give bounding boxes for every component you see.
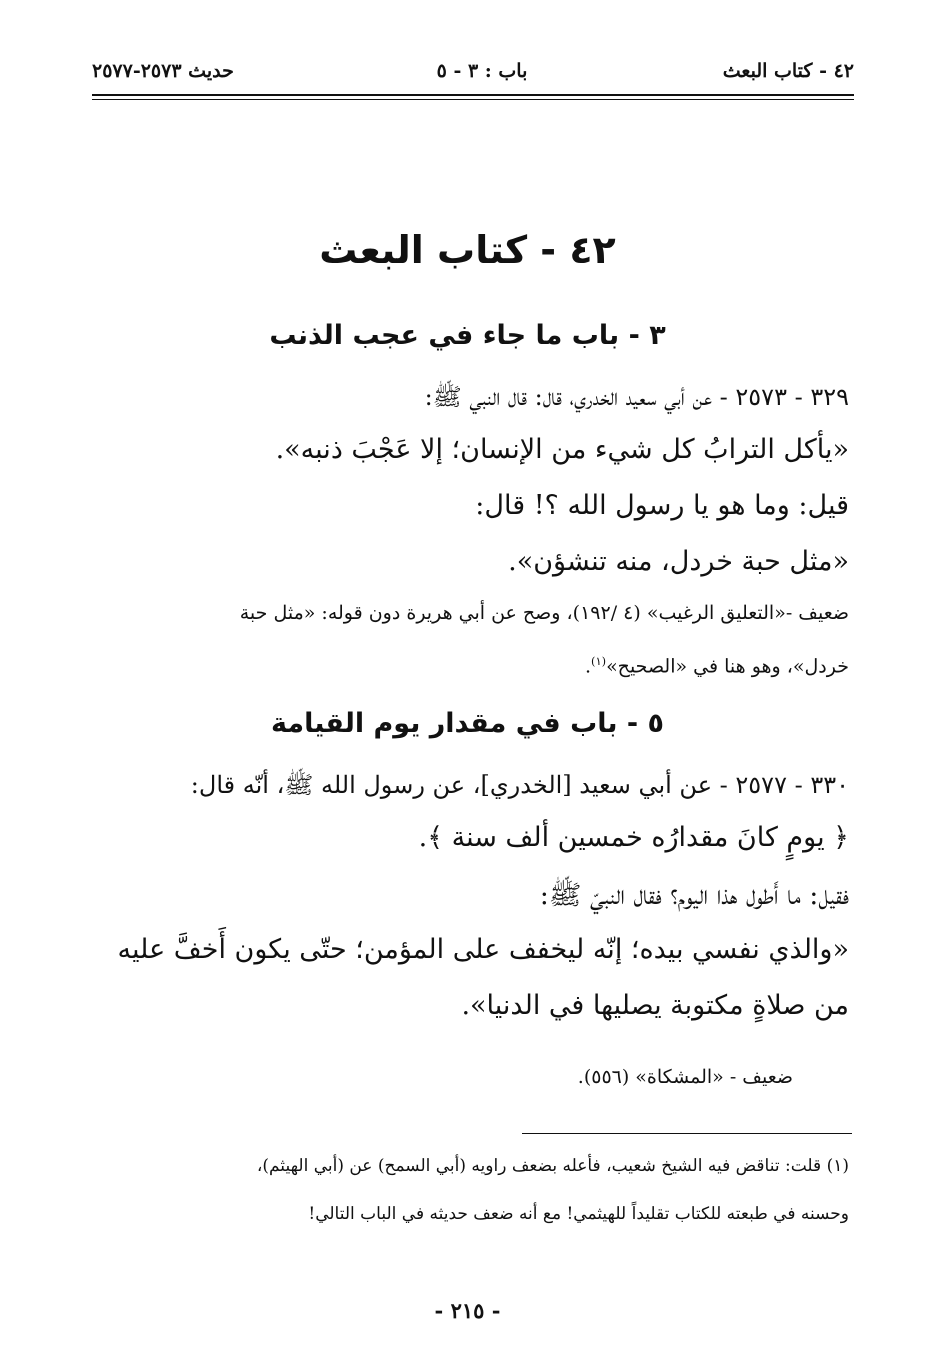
header-chapter-range: باب : ٣ - ٥ (436, 60, 528, 82)
running-header (92, 56, 854, 92)
chapter-5-title: ٥ - باب في مقدار يوم القيامة (271, 708, 664, 739)
hadith-2577-grade: ضعيف - «المشكاة» (٥٥٦). (577, 1066, 793, 1088)
hadith-2577-text-2: فقيل: ما أَطول هذا اليوم؟ فقال النبيّ ﷺ: (539, 880, 849, 911)
grade-text: خردل»، وهو هنا في «الصحيح» (606, 655, 849, 678)
hadith-2573-intro: ٣٢٩ - ٢٥٧٣ - عن أبي سعيد الخدري، قال: قال النبي ﷺ: (424, 383, 849, 411)
footnote-marker: (١) (591, 654, 607, 668)
header-rule-thin (92, 99, 854, 100)
header-hadith-range: حديث ٢٥٧٣-٢٥٧٧ (92, 60, 234, 82)
footnote-line-1: (١) قلت: تناقض فيه الشيخ شعيب، فأعله بضعف راويه (أبي السمح) عن (أبي الهيثم)، (256, 1156, 849, 1176)
header-book-title: ٤٢ - كتاب البعث (722, 60, 854, 82)
hadith-2573-text-1: «يأكل الترابُ كل شيء من الإنسان؛ إلا عَجْبَ ذنبه». (275, 434, 849, 465)
hadith-2577-intro: ٣٣٠ - ٢٥٧٧ - عن أبي سعيد [الخدري]، عن رسول الله ﷺ، أنّه قال: (190, 771, 849, 799)
footnote-line-2: وحسنه في طبعته للكتاب تقليداً للهيثمي! مع أنه ضعف حديثه في الباب التالي! (308, 1204, 849, 1224)
grade-end: . (584, 655, 592, 678)
hadith-2573-grade-line-1: ضعيف -«التعليق الرغيب» (٤ /١٩٢)، وصح عن أبي هريرة دون قوله: «مثل حبة (239, 602, 849, 624)
hadith-2573-text-3: «مثل حبة خردل، منه تنشؤن». (508, 546, 849, 577)
hadith-2577-text-1: ﴿ يومٍ كانَ مقدارُه خمسين ألف سنة ﴾. (418, 822, 849, 853)
hadith-2573-text-2: قيل: وما هو يا رسول الله ؟! قال: (475, 490, 849, 521)
book-title: ٤٢ - كتاب البعث (319, 228, 616, 272)
hadith-2573-grade-line-2 (585, 654, 849, 677)
hadith-2577-text-4: من صلاةٍ مكتوبة يصليها في الدنيا». (461, 990, 849, 1021)
chapter-3-title: ٣ - باب ما جاء في عجب الذنب (269, 320, 666, 351)
hadith-2577-text-3: «والذي نفسي بيده؛ إنّه ليخفف على المؤمن؛ حتّى يكون أَخفَّ عليه (117, 934, 849, 965)
footnote-rule (522, 1133, 852, 1134)
header-rule-thick (92, 94, 854, 96)
page-number: - ٢١٥ - (434, 1298, 501, 1323)
